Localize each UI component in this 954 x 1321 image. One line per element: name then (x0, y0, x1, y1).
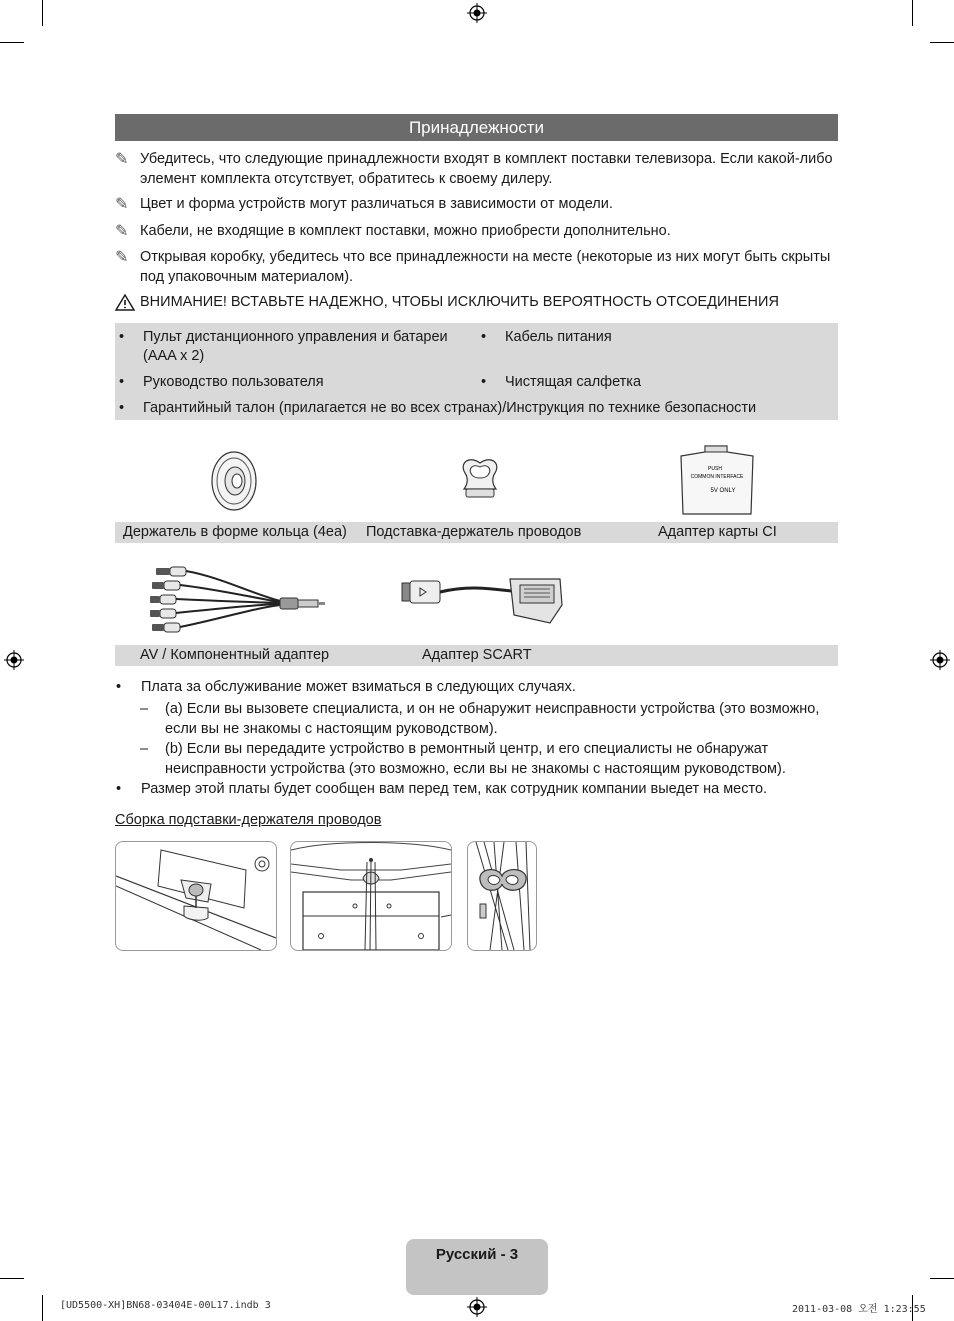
list-item: • Чистящая салфетка (481, 374, 642, 390)
accessories-list (115, 323, 838, 420)
service-fee-case-b: (b) Если вы передадите устройство в ремонтный центр, и его специалисты не обнаружат неисправности устройства (это возможно, если вы не знакомы с настоящим руководством). (165, 741, 786, 777)
section-title: Принадлежности (115, 114, 838, 141)
list-item: • Размер этой платы будет сообщен вам перед тем, как сотрудник компании выедет на место. (116, 781, 768, 797)
list-item: • Пульт дистанционного управления и батареи (AAA x 2) (119, 329, 448, 364)
crop-mark (0, 42, 24, 43)
service-fee-intro: Плата за обслуживание может взиматься в следующих случаях. (141, 679, 576, 695)
registration-mark-icon (4, 650, 24, 670)
registration-mark-icon (467, 1297, 487, 1317)
ci-interface-text: COMMON INTERFACE (690, 474, 744, 480)
note-item (115, 195, 835, 215)
list-item: – (b) Если вы передадите устройство в ремонтный центр, и его специалисты не обнаружат неисправности устройства (это возможно, если вы не знакомы с настоящим руководством). (140, 739, 830, 779)
caption-av-adapter: AV / Компонентный адаптер (140, 647, 330, 663)
crop-mark (912, 0, 913, 26)
cable-holder-illustration (457, 455, 503, 501)
ci-card-adapter-illustration (675, 442, 757, 518)
list-item: • Гарантийный талон (прилагается не во всех странах)/Инструкция по технике безопасности (119, 400, 757, 416)
note-pen-icon: ✎ (115, 196, 129, 213)
footer-timestamp: 2011-03-08 오전 1:23:55 (792, 1304, 926, 1315)
scart-adapter-illustration (400, 575, 566, 627)
caption-bar (115, 522, 838, 543)
caption-cable-holder: Подставка-держатель проводов (366, 524, 582, 540)
caption-ring-holder: Держатель в форме кольца (4ea) (123, 524, 347, 540)
service-fee-case-a: (a) Если вы вызовете специалиста, и он не обнаружит неисправности устройства (это возможно, если вы не знакомы с настоящим руководством). (165, 701, 820, 737)
note-text: Цвет и форма устройств могут различаться в зависимости от модели. (140, 196, 613, 212)
note-pen-icon: ✎ (115, 249, 129, 266)
caption-ci-adapter: Адаптер карты CI (658, 524, 777, 540)
assembly-step-1-figure (115, 841, 277, 951)
note-item (115, 150, 835, 189)
page-number-tab: Русский - 3 (406, 1239, 548, 1295)
caption-scart-adapter: Адаптер SCART (422, 647, 532, 663)
registration-mark-icon (467, 3, 487, 23)
list-item: – (a) Если вы вызовете специалиста, и он не обнаружит неисправности устройства (это возможно, если вы не знакомы с настоящим руководством). (140, 699, 830, 739)
service-fee-note: Размер этой платы будет сообщен вам перед тем, как сотрудник компании выедет на место. (141, 781, 768, 797)
note-item (115, 222, 835, 242)
warning-triangle-icon (115, 294, 135, 311)
list-item: • Кабель питания (481, 329, 612, 345)
ci-voltage-text: 5V ONLY (710, 488, 736, 494)
assembly-step-3-figure (467, 841, 537, 951)
note-text: Убедитесь, что следующие принадлежности входят в комплект поставки телевизора. Если какой-либо элемент комплекта отсутствует, обратитесь к своему дилеру. (140, 151, 833, 187)
caption-bar (115, 645, 838, 666)
list-item: • Плата за обслуживание может взиматься в следующих случаях. (116, 679, 576, 695)
note-text: Открывая коробку, убедитесь что все принадлежности на месте (некоторые из них могут быть скрыты под упаковочным материалом). (140, 249, 831, 285)
note-item (115, 248, 835, 287)
note-pen-icon: ✎ (115, 223, 129, 240)
footer-file-info: [UD5500-XH]BN68-03404E-00L17.indb 3 (60, 1300, 271, 1311)
crop-mark (930, 42, 954, 43)
crop-mark (930, 1278, 954, 1279)
note-pen-icon: ✎ (115, 151, 129, 168)
ci-push-text: PUSH (708, 466, 722, 472)
crop-mark (42, 1295, 43, 1321)
warning-line (115, 293, 835, 312)
assembly-step-2-figure (290, 841, 452, 951)
assembly-heading: Сборка подставки-держателя проводов (115, 812, 382, 828)
warning-text: ВНИМАНИЕ! ВСТАВЬТЕ НАДЕЖНО, ЧТОБЫ ИСКЛЮЧИТЬ ВЕРОЯТНОСТЬ ОТСОЕДИНЕНИЯ (140, 294, 779, 310)
list-item: • Руководство пользователя (119, 374, 324, 390)
av-component-adapter-illustration (150, 563, 326, 641)
ring-holder-illustration (210, 450, 258, 512)
crop-mark (42, 0, 43, 26)
note-text: Кабели, не входящие в комплект поставки, можно приобрести дополнительно. (140, 223, 671, 239)
crop-mark (0, 1278, 24, 1279)
registration-mark-icon (930, 650, 950, 670)
